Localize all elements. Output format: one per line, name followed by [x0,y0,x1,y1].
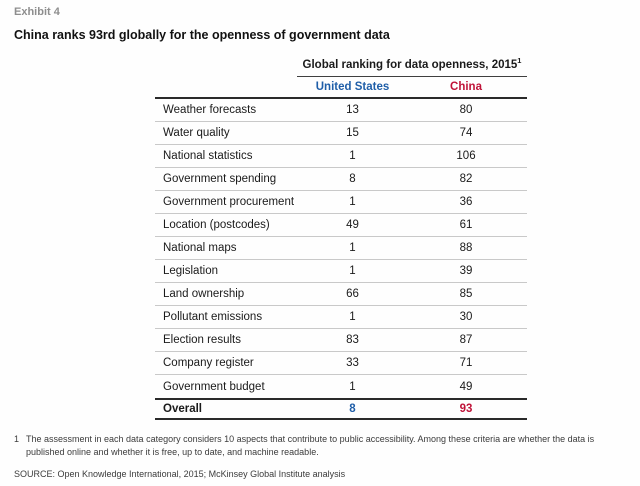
china-rank-cell: 30 [459,311,473,323]
china-rank-cell: 82 [459,173,473,185]
us-rank-cell: 1 [349,311,356,323]
overall-us-rank: 8 [349,403,356,415]
us-rank-cell: 13 [346,104,359,116]
china-rank-cell: 87 [459,334,473,346]
china-rank-cell: 36 [459,196,473,208]
overall-label: Overall [163,403,202,415]
category-cell: Election results [163,334,241,346]
table-row [155,375,527,398]
overall-row [155,398,527,420]
us-rank-cell: 1 [349,196,356,208]
china-rank-cell: 80 [459,104,473,116]
table-group-header [297,55,527,77]
category-cell: Weather forecasts [163,104,257,116]
table-column-headers [155,77,527,99]
us-rank-cell: 66 [346,288,359,300]
table-row [155,237,527,260]
table-row [155,329,527,352]
table-row [155,214,527,237]
category-cell: Legislation [163,265,218,277]
us-rank-cell: 15 [346,127,359,139]
us-rank-cell: 83 [346,334,359,346]
table-row [155,352,527,375]
china-rank-cell: 49 [459,380,473,393]
footnote-marker: 1 [14,434,20,444]
china-rank-cell: 106 [456,150,476,162]
china-rank-cell: 71 [459,357,473,369]
table-row [155,168,527,191]
exhibit-label: Exhibit 4 [14,6,60,18]
us-rank-cell: 1 [349,380,356,393]
us-rank-cell: 8 [349,173,356,185]
table-row [155,145,527,168]
table-row [155,306,527,329]
footnote [14,433,632,458]
china-column-header: China [450,81,482,93]
category-cell: Location (postcodes) [163,219,270,231]
china-rank-cell: 61 [459,219,473,231]
category-cell: National maps [163,242,237,254]
us-rank-cell: 1 [349,150,356,162]
table-row [155,283,527,306]
china-rank-cell: 39 [459,265,473,277]
category-cell: Government procurement [163,196,295,208]
table-row [155,260,527,283]
us-rank-cell: 1 [349,265,356,277]
source-line: SOURCE: Open Knowledge International, 2015; McKinsey Global Institute analysis [14,469,346,479]
overall-china-rank: 93 [459,403,473,415]
footnote-text: The assessment in each data category considers 10 aspects that contribute to public accessibility. Among these criteria are whether the data is published online and whether it is free, up to date, and machine readable. [26,434,595,457]
us-rank-cell: 49 [346,219,359,231]
us-column-header: United States [315,81,390,93]
footnote-reference: 1 [517,56,522,66]
category-cell: Water quality [163,127,230,139]
ranking-table [155,55,527,420]
page-title: China ranks 93rd globally for the openness of government data [14,28,390,42]
us-rank-cell: 1 [349,242,356,254]
china-rank-cell: 88 [459,242,473,254]
table-row [155,191,527,214]
category-cell: Land ownership [163,288,245,300]
group-header-label: Global ranking for data openness, 2015 [302,59,518,71]
category-cell: Pollutant emissions [163,311,263,323]
table-row [155,99,527,122]
category-cell: Company register [163,357,254,369]
category-cell: Government spending [163,173,277,185]
us-rank-cell: 33 [346,357,359,369]
table-rows [155,99,527,398]
category-cell: National statistics [163,150,253,162]
category-cell: Government budget [163,380,265,393]
table-row [155,122,527,145]
china-rank-cell: 85 [459,288,473,300]
china-rank-cell: 74 [459,127,473,139]
